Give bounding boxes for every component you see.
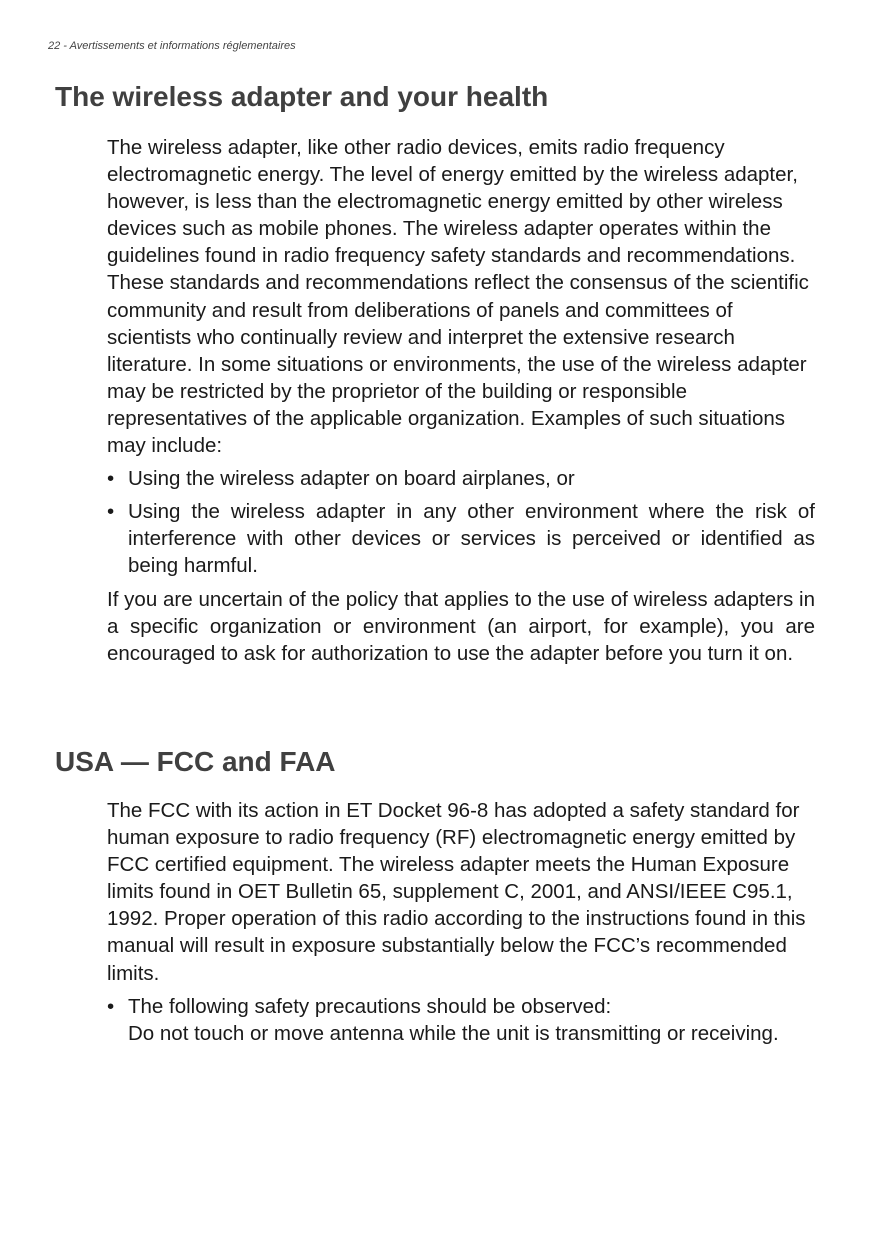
section-title-wireless-health: The wireless adapter and your health: [55, 81, 549, 112]
list-item-text: Using the wireless adapter on board airplanes, or: [128, 467, 575, 491]
bullet-icon: •: [107, 467, 115, 491]
paragraph-intro: The wireless adapter, like other radio devices, emits radio frequency electromagnetic energy. The level of energy emitted by the wireless adapter, however, is less than the electromagnetic energy emitted by other wireless devices such as mobile phones. The wireless adapter operates within the guidelines found in radio frequency safety standards and recommendations. These standards and recommendations reflect the consensus of the scientific community and result from deliberations of panels and committees of scientists who continually review and interpret the extensive research literature. In some situations or environments, the use of the wireless adapter may be restricted by the proprietor of the building or responsible representatives of the applicable organization. Examples of such situations may include:: [107, 136, 809, 458]
list-item-heading: The following safety precautions should be observed:: [128, 994, 612, 1018]
bullet-icon: •: [107, 994, 115, 1018]
paragraph-fcc-intro: The FCC with its action in ET Docket 96-8 has adopted a safety standard for human exposure to radio frequency (RF) electromagnetic energy emitted by FCC certified equipment. The wireless adapter meets the Human Exposure limits found in OET Bulletin 65, supplement C, 2001, and ANSI/IEEE C95.1, 1992. Proper operation of this radio according to the instructions found in this manual will result in exposure substantially below the FCC’s recommended limits.: [107, 799, 806, 985]
section-body-wireless-health: [107, 134, 815, 667]
running-header: 22 - Avertissements et informations réglementaires: [48, 40, 296, 52]
list-item: [107, 993, 815, 1047]
list-item: [107, 498, 815, 579]
list-item: [107, 465, 815, 492]
list-item-detail: Do not touch or move antenna while the unit is transmitting or receiving.: [128, 1021, 779, 1045]
bullet-list: [107, 993, 815, 1047]
bullet-icon: •: [107, 500, 115, 524]
section-body-fcc-faa: [107, 797, 815, 1047]
bullet-list: [107, 465, 815, 579]
paragraph-closing: If you are uncertain of the policy that applies to the use of wireless adapters in a specific organization or environment (an airport, for example), you are encouraged to ask for authorization to use the adapter before you turn it on.: [107, 587, 815, 665]
list-item-text: Using the wireless adapter in any other environment where the risk of interference with other devices or services is perceived or identified as being harmful.: [128, 500, 815, 578]
section-title-fcc-faa: USA — FCC and FAA: [55, 746, 336, 777]
